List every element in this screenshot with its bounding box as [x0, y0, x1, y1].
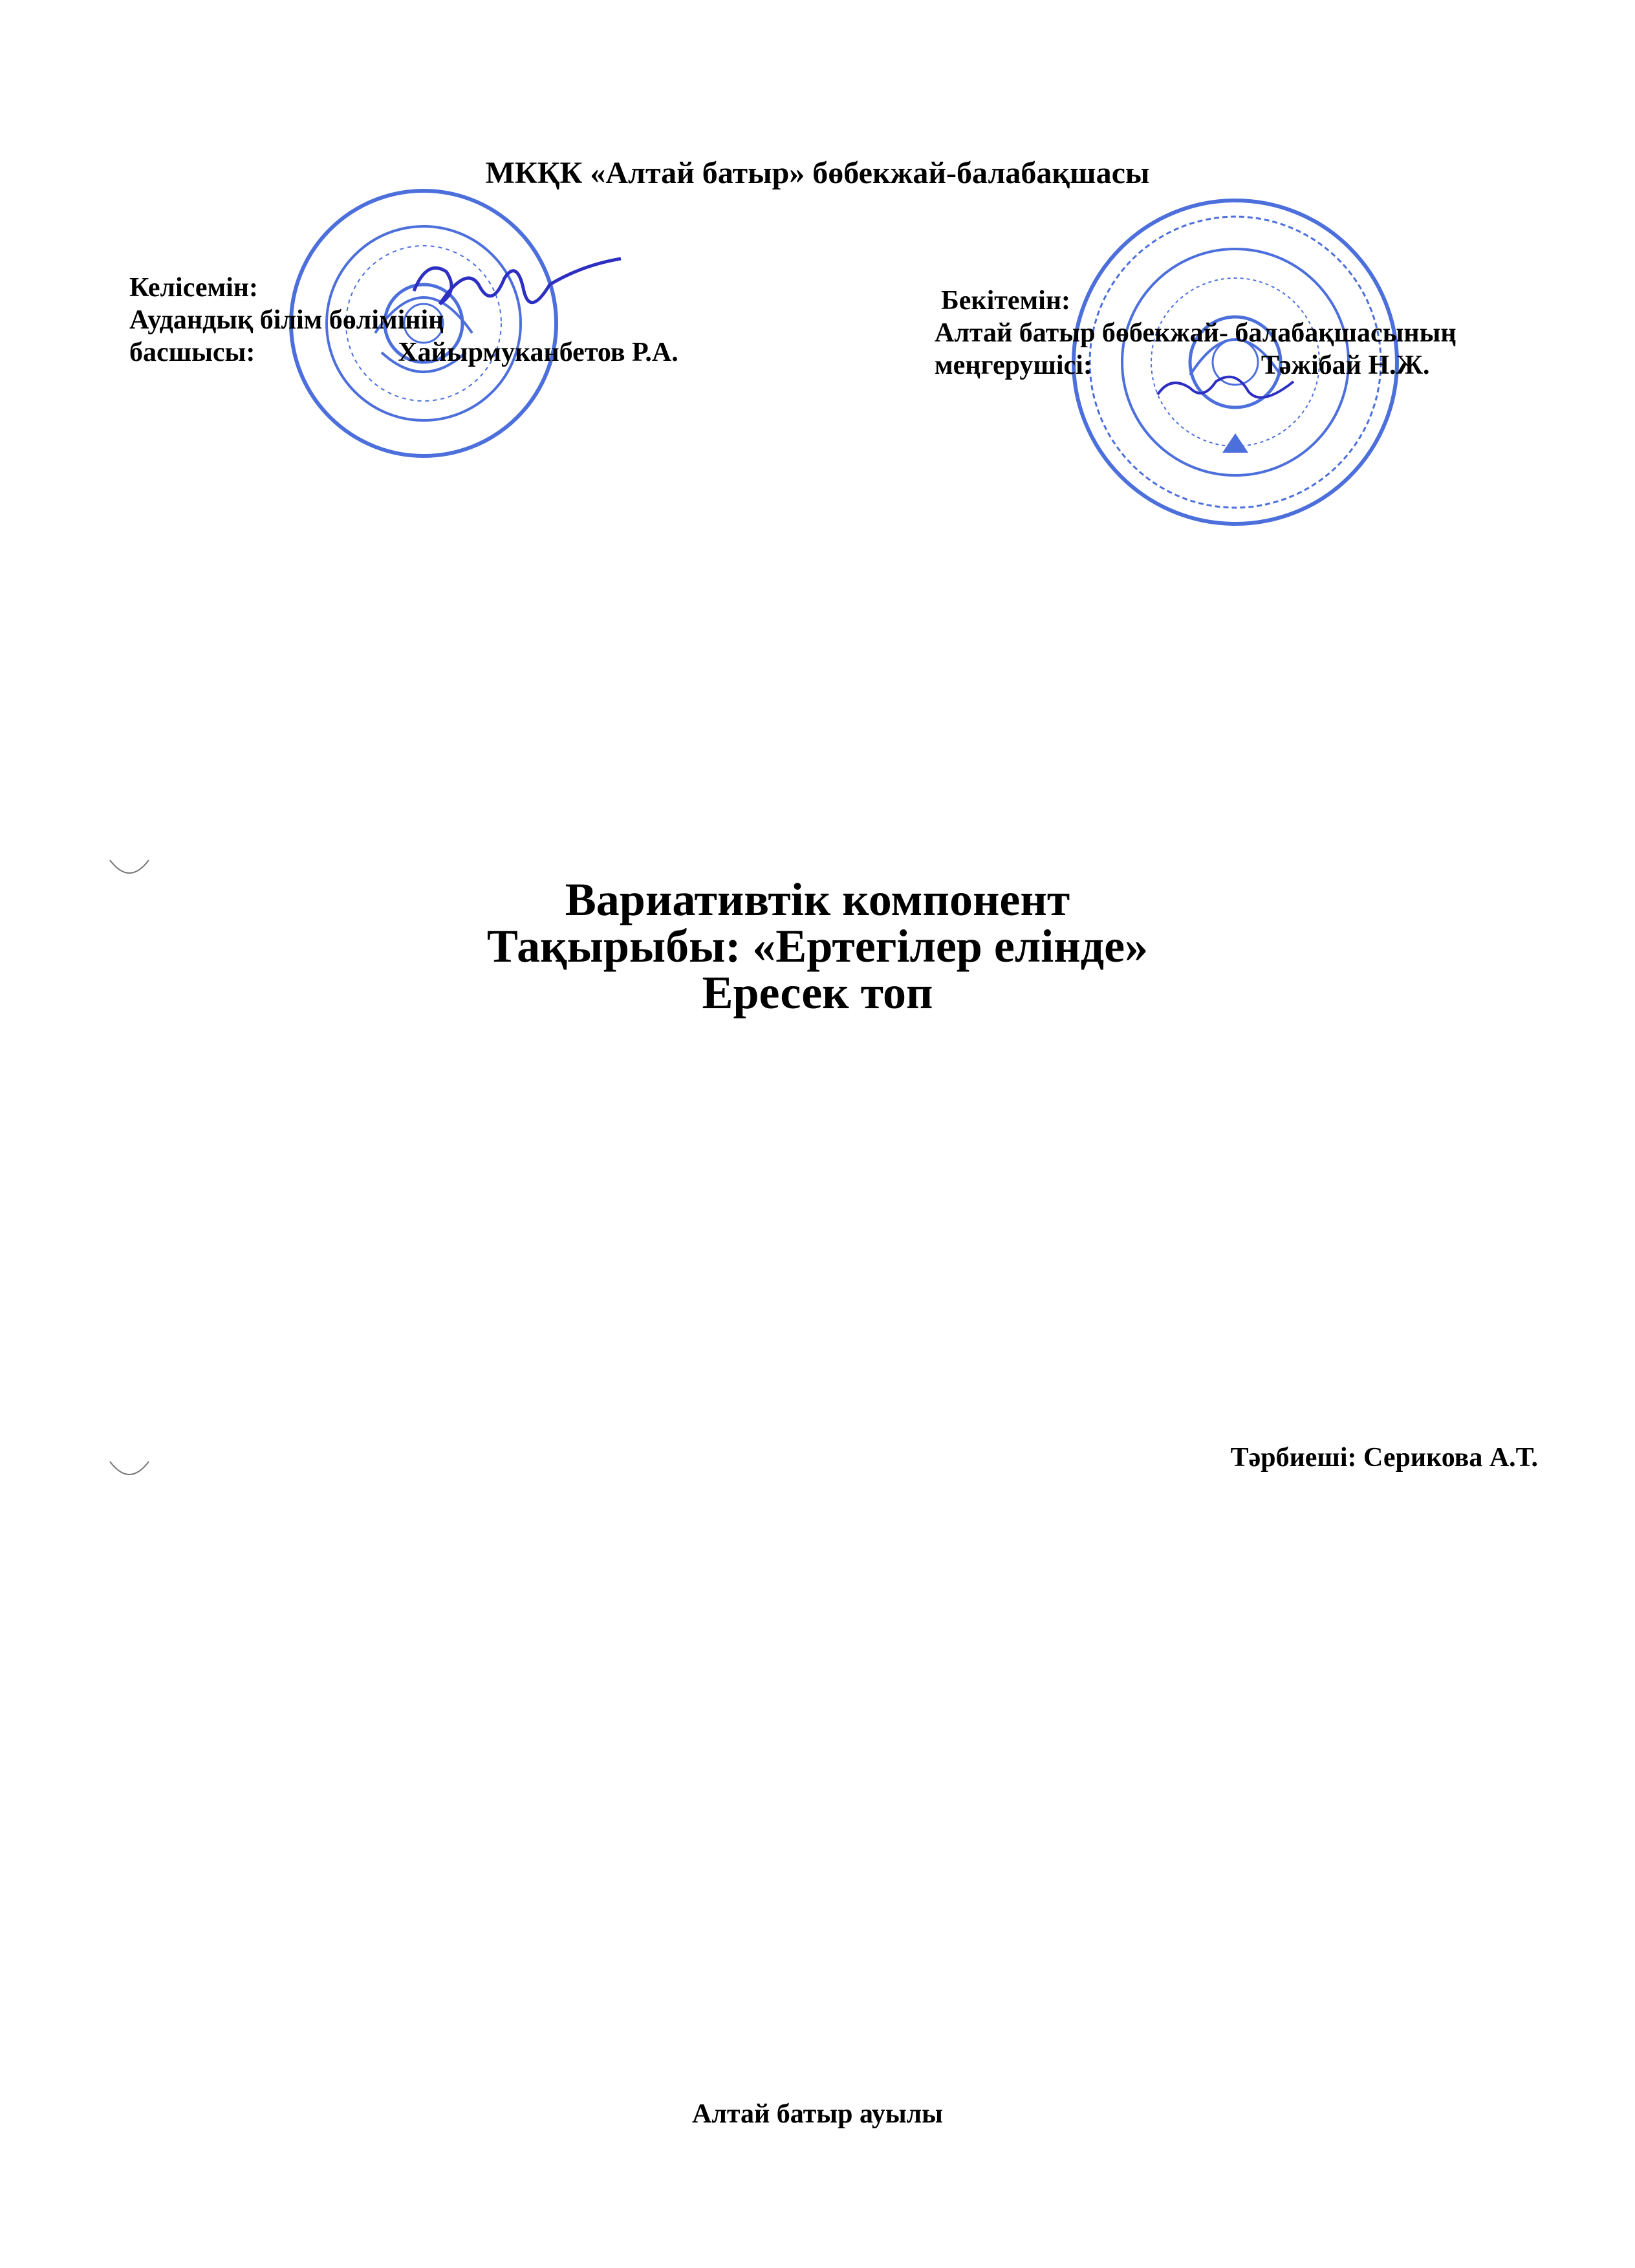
- punch-hole-icon: [107, 1458, 152, 1484]
- approved-signature-line: [935, 349, 1456, 382]
- teacher-name: Тәрбиеші: Серикова А.Т.: [1230, 1443, 1538, 1473]
- approved-label: Бекітемін:: [941, 286, 1071, 316]
- agreed-signature-line: [129, 336, 678, 369]
- approved-block: [935, 285, 1456, 382]
- heading-line-1: Вариативтік компонент: [565, 874, 1070, 925]
- approved-role: меңгерушісі:: [935, 351, 1092, 380]
- agreed-department: Аудандық білім бөлімінің: [129, 305, 444, 335]
- agreed-block: [129, 272, 678, 369]
- agreed-label: Келісемін:: [129, 273, 258, 303]
- document-heading: [0, 874, 1635, 1019]
- heading-line-3: Ересек топ: [702, 967, 933, 1019]
- organization-title: МКҚК «Алтай батыр» бөбекжай-балабақшасы: [485, 156, 1150, 190]
- punch-hole-icon: [107, 857, 152, 883]
- village-name: Алтай батыр ауылы: [692, 2099, 943, 2129]
- heading-line-2: Тақырыбы: «Ертегілер елінде»: [486, 920, 1149, 972]
- approved-name: Тәжібай Н.Ж.: [1261, 351, 1430, 380]
- agreed-role: басшысы:: [129, 338, 255, 367]
- approved-organization: Алтай батыр бөбекжай- балабақшасының: [935, 318, 1456, 348]
- agreed-name: Хайырмуканбетов Р.А.: [398, 338, 678, 367]
